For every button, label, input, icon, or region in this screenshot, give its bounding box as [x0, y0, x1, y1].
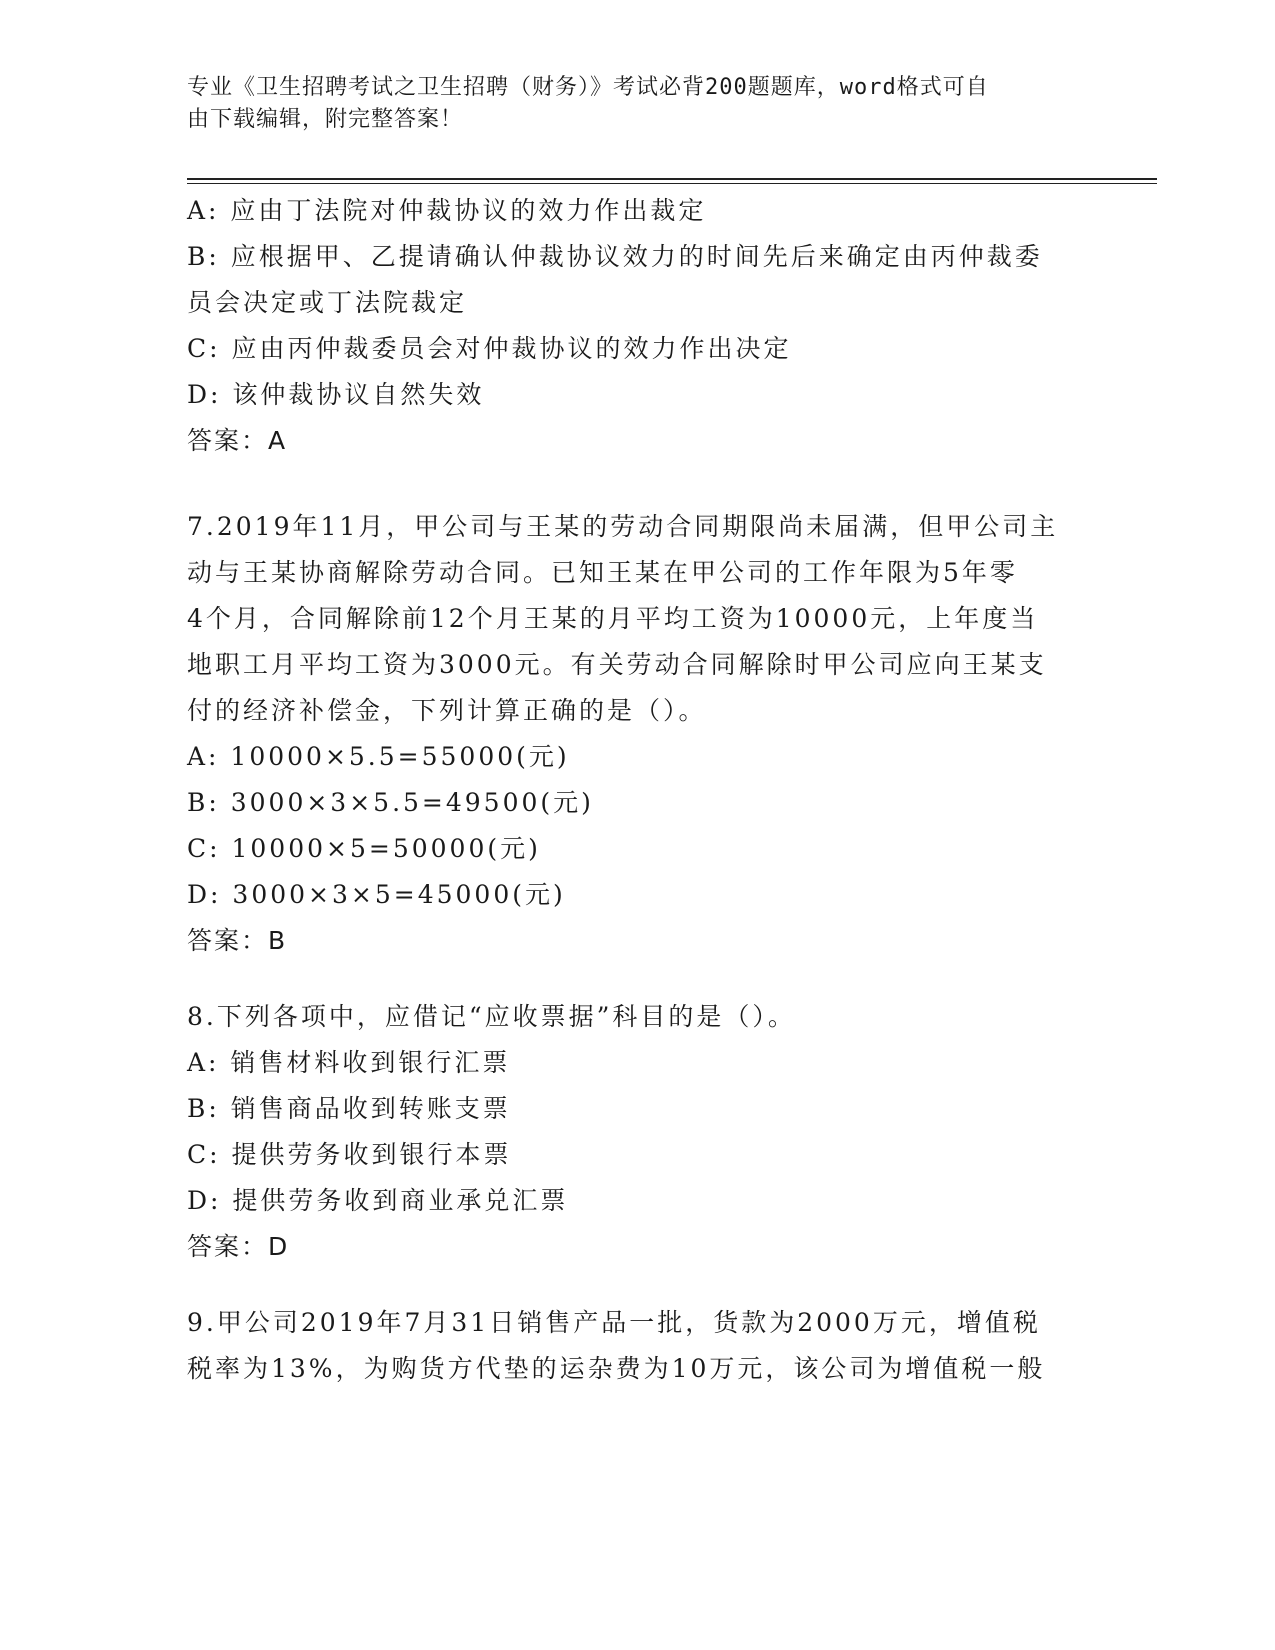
- q7-option-a: A: 10000×5.5=55000(元): [187, 742, 570, 771]
- question-9-block: [187, 1300, 1087, 1392]
- header-line-1: 专业《卫生招聘考试之卫生招聘（财务）》考试必背200题题库，word格式可自: [187, 75, 989, 100]
- q9-stem-line-2: 税率为13%，为购货方代垫的运杂费为10万元，该公司为增值税一般: [187, 1354, 1046, 1383]
- q6-option-b-line-1: B: 应根据甲、乙提请确认仲裁协议效力的时间先后来确定由丙仲裁委: [187, 242, 1043, 271]
- header-rule-thin: [187, 183, 1157, 184]
- header-rule-thick: [187, 178, 1157, 180]
- q7-option-c: C: 10000×5=50000(元): [187, 834, 541, 863]
- q8-answer: 答案：D: [187, 1232, 290, 1261]
- q6-option-a: A: 应由丁法院对仲裁协议的效力作出裁定: [187, 196, 707, 225]
- q6-option-c: C: 应由丙仲裁委员会对仲裁协议的效力作出决定: [187, 334, 792, 363]
- q7-stem-line-1: 7.2019年11月，甲公司与王某的劳动合同期限尚未届满，但甲公司主: [187, 512, 1059, 541]
- document-body: [187, 188, 1087, 1392]
- q7-stem-line-3: 4个月，合同解除前12个月王某的月平均工资为10000元，上年度当: [187, 604, 1039, 633]
- q8-option-a: A: 销售材料收到银行汇票: [187, 1048, 511, 1077]
- spacer: [187, 464, 1087, 504]
- q9-stem-line-1: 9.甲公司2019年7月31日销售产品一批，货款为2000万元，增值税: [187, 1308, 1041, 1337]
- spacer: [187, 1270, 1087, 1300]
- q7-stem-line-5: 付的经济补偿金，下列计算正确的是（）。: [187, 696, 707, 725]
- q7-option-d: D: 3000×3×5=45000(元): [187, 880, 566, 909]
- q6-option-b-line-2: 员会决定或丁法院裁定: [187, 288, 468, 317]
- q7-stem-line-2: 动与王某协商解除劳动合同。已知王某在甲公司的工作年限为5年零: [187, 558, 1018, 587]
- q6-answer: 答案：A: [187, 426, 288, 455]
- header-line-2: 由下载编辑，附完整答案！: [187, 107, 464, 132]
- document-header: [187, 72, 1067, 136]
- q8-option-b: B: 销售商品收到转账支票: [187, 1094, 511, 1123]
- q7-answer: 答案：B: [187, 926, 288, 955]
- q7-option-b: B: 3000×3×5.5=49500(元): [187, 788, 594, 817]
- question-6-block: [187, 188, 1087, 464]
- q6-option-d: D: 该仲裁协议自然失效: [187, 380, 485, 409]
- question-7-block: [187, 504, 1087, 964]
- q8-option-c: C: 提供劳务收到银行本票: [187, 1140, 512, 1169]
- q8-stem: 8.下列各项中，应借记“应收票据”科目的是（）。: [187, 1002, 796, 1031]
- question-8-block: [187, 994, 1087, 1270]
- q7-stem-line-4: 地职工月平均工资为3000元。有关劳动合同解除时甲公司应向王某支: [187, 650, 1047, 679]
- spacer: [187, 964, 1087, 994]
- q8-option-d: D: 提供劳务收到商业承兑汇票: [187, 1186, 569, 1215]
